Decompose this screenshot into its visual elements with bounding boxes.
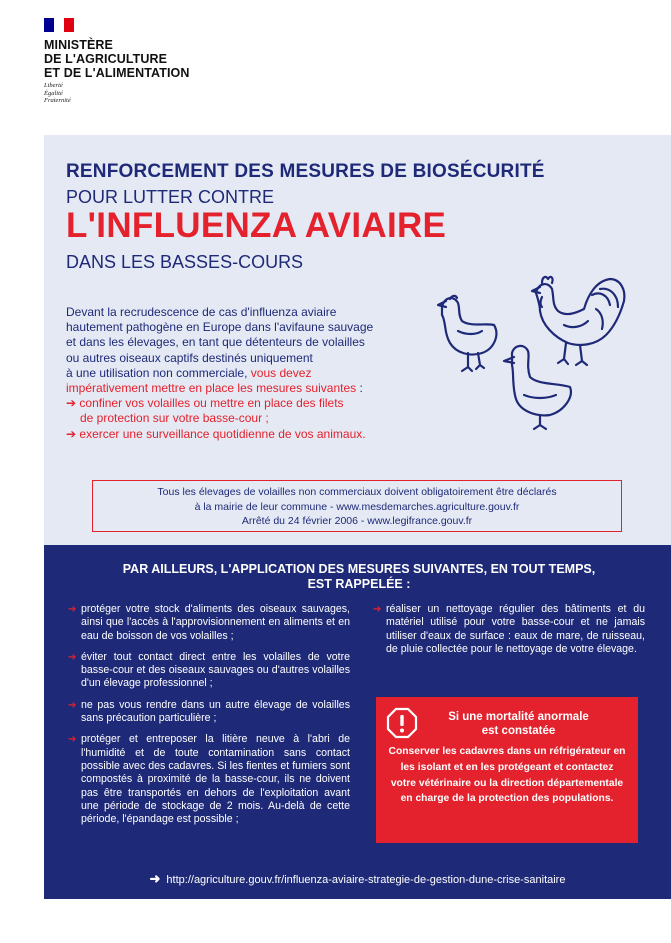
measure-text: exercer une surveillance quotidienne de vos animaux. <box>79 426 366 441</box>
intro-line: hautement pathogène en Europe dans l'avifaune sauvage <box>66 320 374 335</box>
intro-line: et dans les élevages, en tant que détenteurs de volailles <box>66 335 365 350</box>
chickens-duck-icon <box>424 265 654 435</box>
resource-link[interactable]: http://agriculture.gouv.fr/influenza-aviaire-strategie-de-gestion-dune-crise-sanitaire <box>166 874 566 886</box>
arrow-right-icon: ➔ <box>66 426 77 441</box>
title-line: EST RAPPELÉE : <box>307 577 411 591</box>
alert-title <box>416 710 621 738</box>
motto-line-3: Fraternité <box>44 97 71 104</box>
bullet-text: ne pas vous rendre dans un autre élevage de volailles sans précaution particulière ; <box>81 698 350 725</box>
title-backyards: DANS LES BASSES-COURS <box>66 252 304 272</box>
bullet-text: éviter tout contact direct entre les volailles de votre basse-cour et des oiseaux sauvages ou d'autres volailles d'un élevage professionnel ; <box>81 650 350 690</box>
bullet-text: réaliser un nettoyage régulier des bâtiments et du matériel utilisé pour votre basse-cour et ne jamais utiliser d'eaux de surface : eaux de mare, de ruisseau, de pluie collectée pour le nettoyage de votre élevage. <box>386 603 645 655</box>
permanent-measures-title <box>74 562 644 592</box>
exclamation-icon <box>386 707 418 739</box>
right-column <box>373 603 645 664</box>
mortality-alert-box <box>376 697 638 843</box>
ministry-line-1: MINISTÈRE <box>44 38 113 52</box>
alert-title-line: Si une mortalité anormale <box>448 711 589 723</box>
list-item <box>373 603 645 656</box>
measure-confine <box>66 396 406 426</box>
list-item <box>68 733 350 826</box>
intro-line <box>66 381 406 396</box>
measure-text: de protection sur votre basse-cour ; <box>80 411 269 426</box>
ministry-name <box>44 38 189 80</box>
left-column <box>68 603 350 834</box>
registration-notice <box>92 480 622 532</box>
republic-motto <box>44 82 71 105</box>
arrow-right-icon: ➔ <box>68 651 77 663</box>
title-avian-influenza: L'INFLUENZA AVIAIRE <box>66 206 447 245</box>
bullet-text: protéger votre stock d'aliments des oiseaux sauvages, ainsi que l'accès à l'approvisionnement en aliments et en eau de boisson de vos volailles ; <box>81 603 350 642</box>
motto-line-2: Égalité <box>44 89 63 97</box>
measure-monitor <box>66 427 406 442</box>
list-item <box>68 651 350 691</box>
alert-title-line: est constatée <box>481 725 556 737</box>
intro-line: ou autres oiseaux captifs destinés uniquement <box>66 350 313 365</box>
title-fight-against: POUR LUTTER CONTRE <box>66 187 275 207</box>
marianne-flag-icon <box>44 18 74 32</box>
resource-link-row <box>44 871 671 887</box>
ministry-line-3: ET DE L'ALIMENTATION <box>44 66 190 80</box>
arrow-right-icon: ➔ <box>68 604 77 615</box>
intro-line: Devant la recrudescence de cas d'influenza aviaire <box>66 305 337 319</box>
title-biosecurity: RENFORCEMENT DES MESURES DE BIOSÉCURITÉ <box>66 161 545 182</box>
ministry-line-2: DE L'AGRICULTURE <box>44 52 168 66</box>
arrow-right-icon: ➔ <box>68 734 77 746</box>
motto-line-1: Liberté <box>44 82 63 89</box>
intro-colon: : <box>356 381 363 396</box>
intro-emphasis: vous devez <box>250 365 312 380</box>
alert-body: Conserver les cadavres dans un réfrigérateur en les isolant et en les protégeant et contactez votre vétérinaire ou la direction départementale en charge de la protection des populations. <box>388 746 626 805</box>
arrow-right-icon: ➜ <box>149 871 161 886</box>
arrow-right-icon: ➔ <box>373 604 382 615</box>
notice-line[interactable]: à la mairie de leur commune - www.mesdemarches.agriculture.gouv.fr <box>194 500 520 513</box>
bullet-text: protéger et entreposer la litière neuve à l'abri de l'humidité et de toute contamination sans contact possible avec des cadavres. Si les fientes et fumiers sont compostés à proximité de la basse-cour, ils ne doivent pas être transportés en dehors de l'exploitation avant une période de stockage de 2 mois. Au-delà de cette période, l'épandage est possible ; <box>81 733 350 826</box>
biosecurity-section <box>44 135 671 545</box>
arrow-right-icon: ➔ <box>66 396 77 411</box>
page-header <box>0 0 671 135</box>
title-line: PAR AILLEURS, L'APPLICATION DES MESURES SUIVANTES, EN TOUT TEMPS, <box>122 562 596 576</box>
arrow-right-icon: ➔ <box>68 699 77 711</box>
intro-paragraph <box>66 305 406 442</box>
intro-text: à une utilisation non commerciale, <box>66 365 248 380</box>
permanent-measures-section <box>44 545 671 899</box>
list-item <box>68 699 350 726</box>
notice-line[interactable]: Arrêté du 24 février 2006 - www.legifrance.gouv.fr <box>241 515 473 527</box>
intro-line <box>66 366 406 381</box>
measure-text: confiner vos volailles ou mettre en place des filets <box>79 396 344 411</box>
notice-line: Tous les élevages de volailles non commerciaux doivent obligatoirement être déclarés <box>157 486 557 498</box>
list-item <box>68 603 350 643</box>
intro-emphasis: impérativement mettre en place les mesures suivantes <box>66 381 357 396</box>
